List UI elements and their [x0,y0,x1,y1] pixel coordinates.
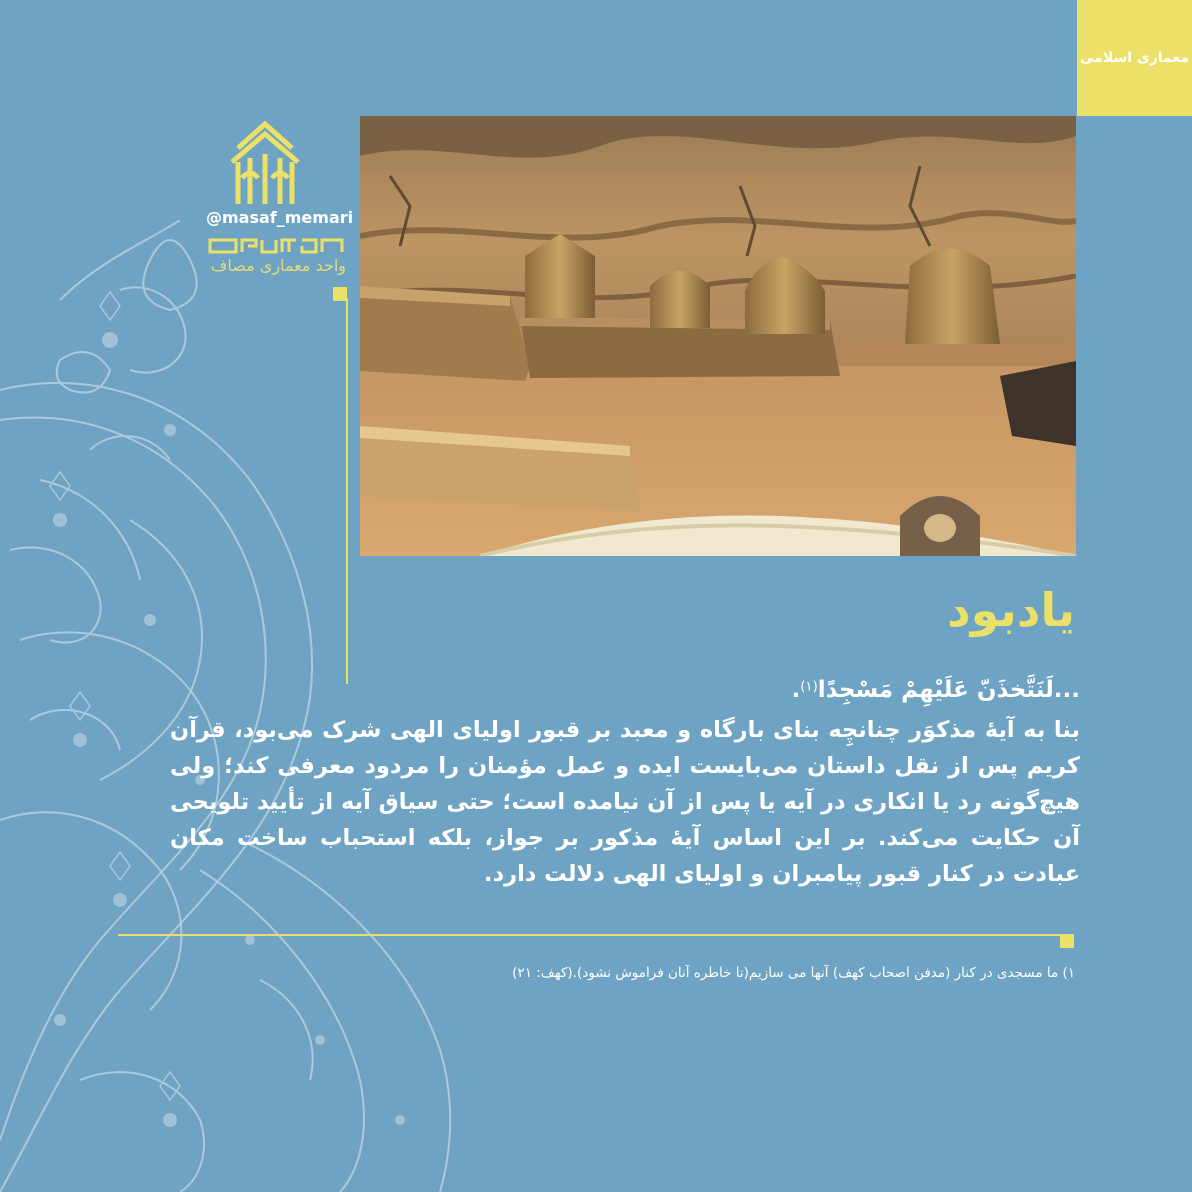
geometric-dome-logo-icon [228,118,302,210]
accent-square-top [333,287,347,301]
footnote: ۱) ما مسجدی در کنار (مدفن اصحاب کهف) آنها می سازیم(تا خاطره آنان فراموش نشود).(کهف: ۲۱) [512,965,1075,981]
accent-square-bottom [1060,934,1074,948]
category-tab[interactable] [1077,0,1192,116]
post-title: یادبود [947,583,1075,637]
kufic-wordmark-icon [206,236,346,256]
verse-line [380,672,1080,708]
tombstones-photo [360,116,1076,556]
body-paragraph: بنا به آیهٔ مذکوَر چنانچِه بنای بارگاه و معبد بر قبور اولیای الهی شرک می‌بود، قرآن کریم پس از نقل داستان می‌بایست ایده و عمل مؤمنان را مردود معرفی کند؛ ولی هیچ‌گونه رد یا انکاری در آیه یا پس از آن نیامده است؛ حتی سیاق آیه از تأیید تلویحی آن حکایت می‌کند. بر این اساس آیهٔ مذکور بر جواز، بلکه استحباب ساخت مکان عبادت در کنار قبور پیامبران و اولیای الهی دلالت دارد. [170,717,1080,887]
verse-end: . [791,677,801,703]
vertical-guide-line [346,298,348,684]
horizontal-guide-line [118,934,1062,936]
category-label: معماری اسلامی [1079,50,1189,66]
verse-reference: (۱) [800,679,818,695]
unit-label: واحد معماری مصاف [210,256,346,275]
verse-text: ...لَنَتَّخذَنّ عَلَیْهِمْ مَسْجِدًا [817,677,1080,703]
instagram-handle[interactable]: @masaf_memari [206,208,354,227]
